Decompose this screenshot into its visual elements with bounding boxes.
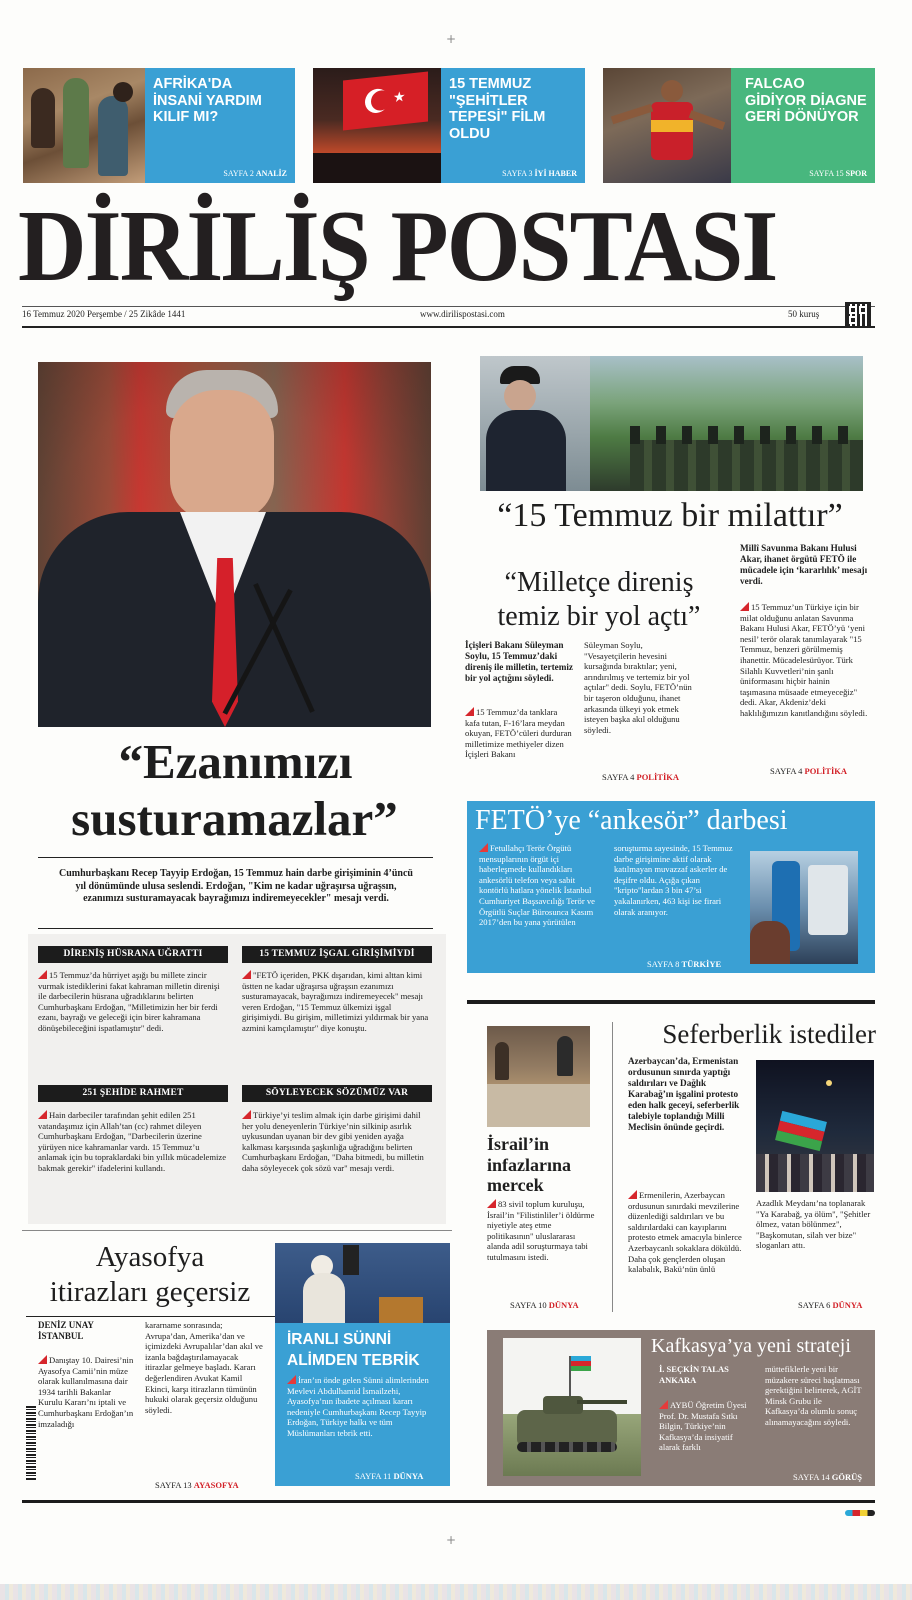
azerbaijan-flag-icon [775, 1111, 827, 1151]
qr-code-icon [845, 302, 871, 328]
lead-rule-2 [38, 928, 433, 929]
seferberlik-deck: Azerbaycan’da, Ermenistan ordusunun sınırda yaptığı saldırıları ve Dağlık Karabağ’ın işgalini protesto eden halk geceyi, seferberlik talebiyle toplandığı Milli Meclisin önünde geçirdi. [628, 1056, 740, 1132]
seferberlik-body-1: Ermenilerin, Azerbaycan ordusunun sınırdaki mevzilerine düzenlediği saldırıları ve bu saldırılardaki can kayıplarını protesto etmek amacıyla binlerce Azerbaycanlı sokaklara döküldü. Daha çok gençlerden oluşan kalabalık, Bakü’nün ünlü [628, 1190, 742, 1275]
masthead-rule-bottom [22, 326, 875, 328]
iranli-headline: İRANLI SÜNNİ ALİMDEN TEBRİK [287, 1331, 420, 1369]
direnis-body-2: Süleyman Soylu, "Vesayetçilerin hevesini kursağında bıraktılar; yeni, arındırılmış ve tertemiz bir yol açtılar" dedi. Soylu, FETÖ’nün bir taşeron olduğunu, ihanet arkasında ülkeyi yok etmek isteyen başka akıl olduğunu söyledi. [584, 640, 692, 735]
lead-deck: Cumhurbaşkanı Recep Tayyip Erdoğan, 15 Temmuz hain darbe girişiminin 4’üncü yıl dönümünde ulusa seslendi. Erdoğan, "Kim ne kadar uğraşırsa uğraşsın, ezanımızı susturamayacak bayrağımızı indiremeyecekler" mesajı verdi. [59, 868, 413, 904]
lead-box-text-1: 15 Temmuz’da hürriyet aşığı bu millete zincir vurmak istediklerini fakat kahraman milletin direnişi ile darbecilerin hüsrana uğradıklarını belirten Cumhurbaşkanı Erdoğan, "Milletimizin her bir ferdi ezanı, bayrağı ve geleceği için birer kahramana dönüşebileceğini ispatlamıştır" dedi. [38, 970, 220, 1033]
israil-photo [487, 1026, 590, 1127]
promo-africa-photo [23, 68, 145, 183]
color-dots-icon [845, 1510, 875, 1516]
promo-sehitler-panel [441, 68, 585, 183]
ayasofya-page[interactable]: SAYFA 13 AYASOFYA [155, 1480, 239, 1490]
promo-sehitler-page: SAYFA 3 İYİ HABER [502, 169, 577, 178]
promo-africa-page: SAYFA 2 ANALİZ [223, 169, 287, 178]
iranli-photo [275, 1243, 450, 1323]
milat-deck: Millî Savunma Bakanı Hulusi Akar, ihanet örgütü FETÖ ile mücadele için ‘kararlılık’ mesajı verdi. [740, 543, 868, 586]
kafkasya-body-2: müttefiklerle yeni bir müzakere süreci başlatması gerektiğini belirterek, AGİT Minsk Grubu ile Kafkasya’da olumlu sonuç alınamayacağını söyledi. [765, 1364, 862, 1427]
ayasofya-rule-top [22, 1230, 452, 1231]
kafkasya-body-1: AYBÜ Öğretim Üyesi Prof. Dr. Mustafa Sıtkı Bilgin, Türkiye’nin Kafkasya’da insiyatif alarak farklı [659, 1400, 747, 1453]
ankesor-headline: FETÖ’ye “ankesör” darbesi [475, 805, 788, 836]
promo-falcao-title: FALCAO GİDİYOR DİAGNE GERİ DÖNÜYOR [745, 76, 867, 125]
seferberlik-body-2: Azadlık Meydanı’na toplanarak "Ya Karabağ, ya ölüm", "Şehitler ölmez, vatan bölünmez", "Başkomutan, silah ver bize" sloganları attı. [756, 1198, 871, 1251]
masthead-website[interactable]: www.dirilispostasi.com [420, 309, 505, 319]
lead-box-title-3: 251 ŞEHİDE RAHMET [38, 1085, 228, 1102]
ayasofya-headline-line1: Ayasofya [95, 1241, 205, 1273]
lead-box-title-4: SÖYLEYECEK SÖZÜMÜZ VAR [242, 1085, 432, 1102]
erdogan-photo [38, 362, 431, 727]
ayasofya-byline-city: İSTANBUL [38, 1331, 84, 1341]
lead-box-text-3: Hain darbeciler tarafından şehit edilen 251 vatandaşımız için Allah’tan (cc) rahmet dileyen Cumhurbaşkanı Erdoğan, "Darbecilerin üzerine yürüyen nice kahramanlar vardı. 15 Temmuz’u anlamak için bu topraklardaki bin yıllık mücadelemize bakmak gerekir" ifadelerini kullandı. [38, 1110, 227, 1173]
lead-box-title-1: DİRENİŞ HÜSRANA UĞRATTI [38, 946, 228, 963]
kafkasya-page[interactable]: SAYFA 14 GÖRÜŞ [793, 1472, 862, 1482]
promo-falcao-panel [731, 68, 875, 183]
scan-edge [0, 1584, 912, 1600]
milat-body: 15 Temmuz’un Türkiye için bir milat olduğunu anlatan Savunma Bakanı Hulusi Akar, FETÖ’yü ‘yeni nesil’ terör olarak tanımlayarak "15 Temmuz, benzeri görülmemiş ihanettir. Mücadelesürüyor. Türk Silahlı Kuvvetleri’nin şanlı üniformasını hiçbir hainin taşımasına müsaade etmeyeceğiz" dedi. Akar, Akdeniz’deki haklılığımızın kanıtlandığını söyledi. [740, 602, 868, 718]
masthead-date: 16 Temmuz 2020 Perşembe / 25 Zikâde 1441 [22, 309, 186, 319]
ankesor-box[interactable] [467, 801, 875, 973]
promo-sehitler[interactable] [313, 68, 585, 183]
lead-headline-line2: susturamazlar” [71, 791, 398, 846]
kafkasya-box[interactable] [487, 1330, 875, 1486]
ayasofya-headline-line2: itirazları geçersiz [49, 1276, 251, 1308]
israil-headline: İsrail’in infazlarına mercek [487, 1134, 571, 1195]
direnis-headline-line1: “Milletçe direniş [504, 567, 694, 598]
kafkasya-byline-name: İ. SEÇKİN TALAS [659, 1364, 729, 1374]
ayasofya-byline-name: DENİZ UNAY [38, 1320, 94, 1330]
ankesor-body-1: Fetullahçı Terör Örgütü mensuplarının örgüt içi haberleşmede kullandıkları ankesörlü telefon veya sabit kontörlü hatlara yönelik İstanbul Cumhuriyet Başsavcılığı Terör ve Örgütlü Suçlar Bürosunca Kasım 2017’den bu yana yürütülen [479, 843, 595, 928]
promo-africa-panel [145, 68, 295, 183]
direnis-page[interactable]: SAYFA 4 POLİTİKA [602, 772, 680, 782]
azerbaijan-flag-icon-small [571, 1356, 591, 1371]
milat-page[interactable]: SAYFA 4 POLİTİKA [770, 766, 848, 776]
seferberlik-photo [756, 1060, 874, 1192]
akar-photo [480, 356, 863, 491]
promo-africa-title: AFRİKA'DA İNSANİ YARDIM KILIF MI? [153, 76, 262, 125]
promo-sehitler-title: 15 TEMMUZ "ŞEHİTLER TEPESİ" FİLM OLDU [449, 76, 546, 142]
lead-rule [38, 857, 433, 858]
footer-rule [22, 1500, 875, 1503]
turkish-flag-icon: ★ [343, 72, 428, 131]
promo-africa[interactable] [23, 68, 295, 183]
lead-headline-line1: “Ezanımızı [118, 734, 353, 789]
promo-sehitler-photo [313, 68, 441, 183]
direnis-deck: İçişleri Bakanı Süleyman Soylu, 15 Temmuz’daki direniş ile milletin, tertemiz bir yol açtığını söyledi. [465, 640, 574, 683]
kafkasya-photo [503, 1338, 641, 1476]
payphone-photo [750, 851, 858, 964]
seferberlik-page[interactable]: SAYFA 6 DÜNYA [798, 1300, 863, 1310]
iranli-page[interactable]: SAYFA 11 DÜNYA [355, 1471, 424, 1481]
lead-box-text-4: Türkiye’yi teslim almak için darbe girişimi dahil her yolu deneyenlerin Türkiye’nin silkinip asırlık uykusundan uyanan bir dev gibi yeniden ayağa kalkması karşısında şaşkınlığa uğradığını belirten Cumhurbaşkanı Erdoğan, "Daha bitmedi, bu milletin daha söyleyecek çok sözü var" mesajı verdi. [242, 1110, 424, 1173]
lead-box-title-2: 15 TEMMUZ İŞGAL GİRİŞİMİYDİ [242, 946, 432, 963]
iranli-body: İran’ın önde gelen Sünni alimlerinden Mevlevi Abdulhamid İsmailzehi, Ayasofya’nın ibadete açılması kararı nedeniyle Cumhurbaşkanı Recep Tayyip Erdoğan, Türkiye halkı ve tüm Müslümanları tebrik etti. [287, 1375, 429, 1438]
promo-falcao-photo [603, 68, 731, 183]
promo-falcao[interactable] [603, 68, 875, 183]
ayasofya-body-2: kararname sonrasında; Avrupa’dan, Amerika’dan ve içimizdeki Avrupalılar’dan akıl ve izanla bağdaştırılamayacak itirazlar gelmeye başladı. Kararı değerlendiren Avukat Kamil Ekinci, karşı itirazların tümünün hukuki olarak geçersiz olduğunu söyledi. [145, 1320, 263, 1415]
crop-mark-top: + [446, 32, 457, 46]
lead-box-text-2: "FETÖ içeriden, PKK dışarıdan, kimi alttan kimi üstten ne kadar uğraşırsa uğraşsın ezanımızı susturamayacak, bayrağımızı indiremeyecek" mesajı veren Erdoğan, "15 Temmuz ülkemizi işgal girişimiydi. Bu girişim, milletimizi yıldırmak bir yana azmini kamçılamıştır" diye konuştu. [242, 970, 429, 1033]
masthead-title: DİRİLİŞ POSTASI [18, 190, 777, 303]
ayasofya-rule [26, 1316, 276, 1317]
israil-body: 83 sivil toplum kuruluşu, İsrail’in "Filistinliler’i öldürme niyetiyle ateş etme politikasının" uluslararası alanda adil soruşturmaya tabi tutulmasını istedi. [487, 1199, 595, 1262]
israil-page[interactable]: SAYFA 10 DÜNYA [510, 1300, 579, 1310]
seferberlik-headline: Seferberlik istediler [662, 1019, 876, 1049]
crop-mark-bottom: + [446, 1533, 457, 1547]
ankesor-page[interactable]: SAYFA 8 TÜRKİYE [647, 959, 722, 969]
kafkasya-byline-city: ANKARA [659, 1375, 697, 1385]
iranli-box[interactable] [275, 1243, 450, 1486]
direnis-headline-line2: temiz bir yol açtı” [497, 601, 701, 632]
direnis-body-1: 15 Temmuz’da tanklara kafa tutan, F-16’lara meydan okuyan, FETÖ’cüleri durduran milletimize methiyeler dizen İçişleri Bakanı [465, 707, 572, 760]
kafkasya-headline: Kafkasya’ya yeni strateji [651, 1335, 851, 1357]
barcode-icon [26, 1406, 36, 1480]
ayasofya-body-1: Danıştay 10. Dairesi’nin Ayasofya Camii’nin müze olarak kullanılmasına dair 1934 tarihli Bakanlar Kurulu Kararı’nı iptali ve Cumhurbaşkanı Erdoğan’ın imzaladığı [38, 1355, 134, 1429]
right-col-rule [467, 1000, 875, 1004]
seferberlik-col-rule [612, 1022, 613, 1312]
milat-headline: “15 Temmuz bir milattır” [497, 497, 843, 534]
promo-falcao-page: SAYFA 15 SPOR [809, 169, 867, 178]
masthead-rule-top [22, 306, 875, 307]
masthead-price: 50 kuruş [788, 309, 820, 319]
ankesor-body-2: soruşturma sayesinde, 15 Temmuz darbe girişimine aktif olarak katılmayan muvazzaf askerler de deşifre oldu. Açığa çıkan "kripto"lardan 3 bin 47’si yakalanırken, 463 kişi ise firari olarak aranıyor. [614, 843, 733, 917]
